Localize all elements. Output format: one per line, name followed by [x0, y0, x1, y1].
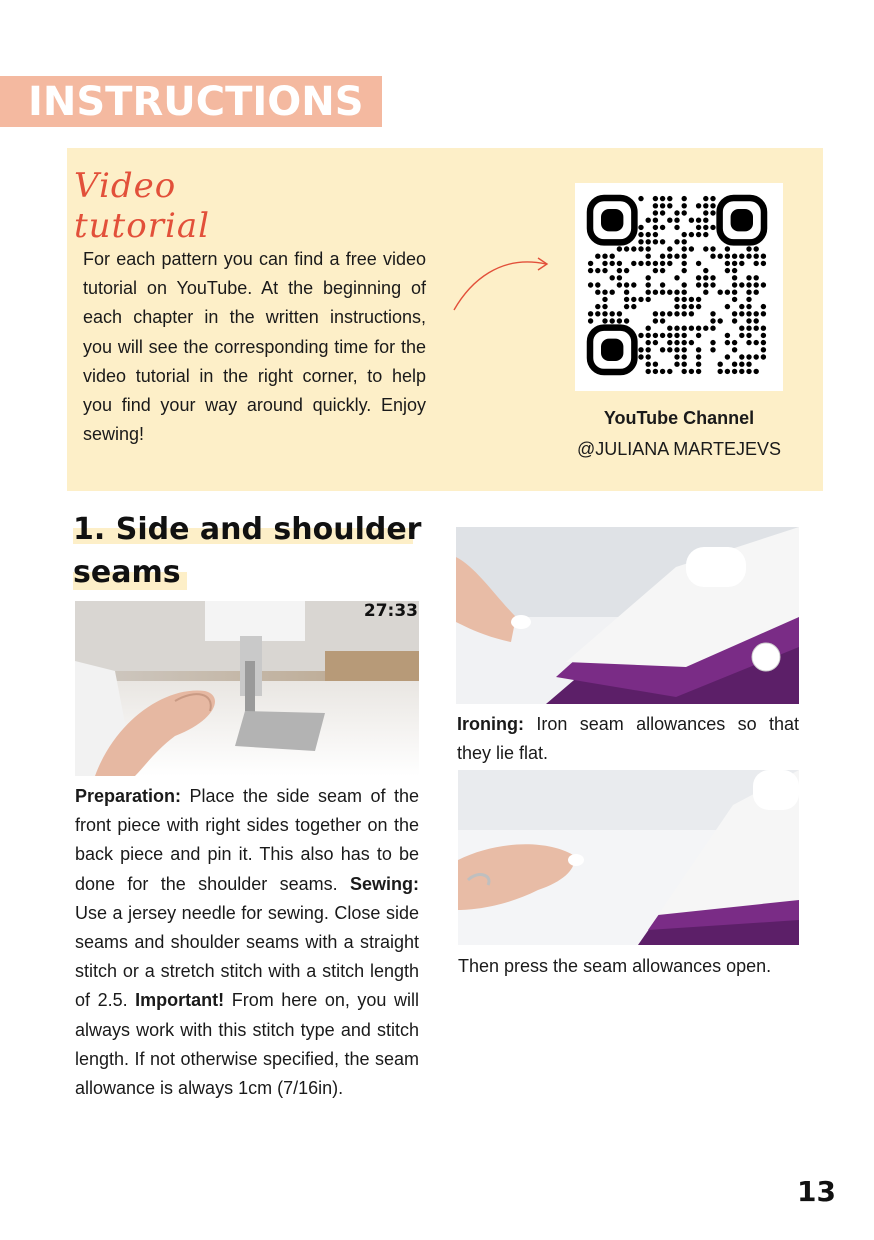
qr-code-icon: [575, 183, 783, 391]
sewing-machine-photo: [75, 601, 419, 776]
section-title: 1. Side and shoulder seams: [73, 512, 422, 590]
page-heading: INSTRUCTIONS: [28, 79, 364, 125]
ironing-label: Ironing:: [457, 714, 524, 734]
youtube-channel-handle[interactable]: @JULIANA MARTEJEVS: [577, 439, 781, 459]
youtube-qr-code[interactable]: [575, 183, 783, 391]
instructions-text: [75, 782, 419, 1103]
youtube-channel-label: YouTube Channel: [603, 408, 755, 428]
video-timestamp: 27:33: [363, 601, 418, 621]
arrow-icon: [450, 252, 554, 314]
ironing-text: Iron seam allowances so that they lie flat.: [457, 714, 799, 764]
important-text: From here on, you will always work with this stitch type and stitch length. If not otherwise specified, the seam allowance is always 1cm (7/16in).: [75, 990, 419, 1099]
pressing-photo: [458, 770, 799, 945]
sewing-label: Sewing:: [349, 873, 419, 894]
video-tutorial-script-title: [74, 166, 314, 246]
preparation-text: Place the side seam of the front piece with right sides together on the back piece and pin it. This also has to be done for the shoulder seams.: [75, 786, 419, 894]
important-label: Important!: [135, 990, 225, 1011]
preparation-label: Preparation:: [75, 786, 182, 806]
page-number: 13: [797, 1175, 836, 1208]
press-caption: Then press the seam allowances open.: [458, 956, 772, 976]
script-title-text: Video tutorial: [74, 166, 210, 246]
video-tutorial-paragraph: For each pattern you can find a free video tutorial on YouTube. At the beginning of each chapter in the written instructions, you will see the corresponding time for the video tutorial in the right corner, to help you find your way around quickly. Enjoy sewing!: [83, 249, 426, 445]
sewing-text: Use a jersey needle for sewing. Close side seams and shoulder seams with a straight stitch or a stretch stitch with a stitch length of 2.5.: [75, 902, 419, 1011]
ironing-photo: [456, 527, 799, 704]
ironing-caption: [457, 710, 799, 768]
